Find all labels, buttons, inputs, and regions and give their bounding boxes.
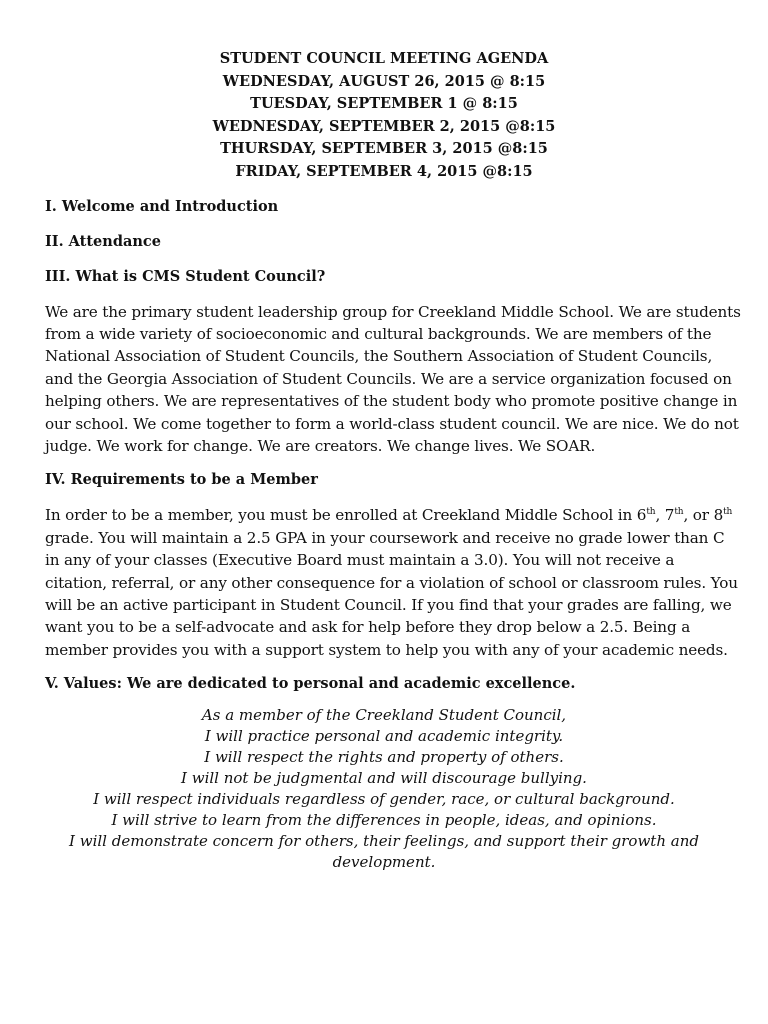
pledge-line: I will respect the rights and property of others.	[204, 748, 564, 767]
section-heading-requirements: IV. Requirements to be a Member	[45, 471, 318, 489]
paragraph-line: grade. You will maintain a 2.5 GPA in your coursework and receive no grade lower than C	[45, 528, 725, 547]
paragraph-line: member provides you with a support system to help you with any of your academic needs.	[45, 640, 728, 659]
pledge-block	[45, 705, 723, 873]
meeting-date: FRIDAY, SEPTEMBER 4, 2015 @8:15	[235, 162, 533, 180]
paragraph-line: from a wide variety of socioeconomic and cultural backgrounds. We are members of the	[45, 324, 712, 343]
paragraph-line: our school. We come together to form a world-class student council. We are nice. We do not	[45, 414, 739, 433]
line-text: , 7	[655, 506, 675, 525]
paragraph-line: National Association of Student Councils, the Southern Association of Student Councils,	[45, 347, 713, 366]
section-heading-what-is: III. What is CMS Student Council?	[45, 267, 326, 285]
pledge-line: I will respect individuals regardless of gender, race, or cultural background.	[93, 790, 675, 809]
meeting-date: TUESDAY, SEPTEMBER 1 @ 8:15	[250, 95, 518, 113]
pledge-line: I will demonstrate concern for others, their feelings, and support their growth and	[69, 832, 699, 851]
pledge-line: I will strive to learn from the differences in people, ideas, and opinions.	[111, 811, 657, 830]
what-is-paragraph	[45, 301, 741, 458]
pledge-line: As a member of the Creekland Student Council,	[201, 706, 567, 725]
paragraph-line: We are the primary student leadership group for Creekland Middle School. We are students	[45, 302, 741, 321]
agenda-header	[45, 48, 723, 184]
meeting-date: WEDNESDAY, SEPTEMBER 2, 2015 @8:15	[212, 117, 556, 135]
meeting-date: THURSDAY, SEPTEMBER 3, 2015 @8:15	[220, 140, 548, 158]
ordinal-suffix: th	[723, 507, 733, 518]
paragraph-line: citation, referral, or any other consequence for a violation of school or classroom rules. You	[45, 573, 738, 592]
paragraph-line	[45, 504, 733, 526]
pledge-line: development.	[332, 853, 436, 872]
ordinal-suffix: th	[674, 507, 684, 518]
agenda-title: STUDENT COUNCIL MEETING AGENDA	[219, 50, 549, 67]
paragraph-line: will be an active participant in Student Council. If you find that your grades are falling, we	[45, 596, 732, 615]
paragraph-line: and the Georgia Association of Student Councils. We are a service organization focused on	[45, 369, 732, 388]
paragraph-line: in any of your classes (Executive Board must maintain a 3.0). You will not receive a	[45, 551, 675, 570]
meeting-date: WEDNESDAY, AUGUST 26, 2015 @ 8:15	[222, 72, 546, 90]
paragraph-line: helping others. We are representatives of the student body who promote positive change in	[45, 392, 738, 411]
pledge-line: I will practice personal and academic integrity.	[204, 727, 564, 746]
paragraph-line: want you to be a self-advocate and ask for help before they drop below a 2.5. Being a	[45, 618, 691, 637]
ordinal-suffix: th	[646, 507, 656, 518]
line-text: , or 8	[683, 506, 724, 525]
paragraph-line: judge. We work for change. We are creators. We change lives. We SOAR.	[45, 437, 596, 455]
section-heading-values: V. Values: We are dedicated to personal and academic excellence.	[45, 675, 576, 693]
section-heading-welcome: I. Welcome and Introduction	[45, 197, 279, 215]
requirements-paragraph	[45, 504, 738, 661]
agenda-document	[45, 48, 741, 873]
line-text: In order to be a member, you must be enrolled at Creekland Middle School in 6	[45, 506, 647, 525]
section-heading-attendance: II. Attendance	[45, 232, 161, 250]
pledge-line: I will not be judgmental and will discourage bullying.	[181, 769, 587, 788]
